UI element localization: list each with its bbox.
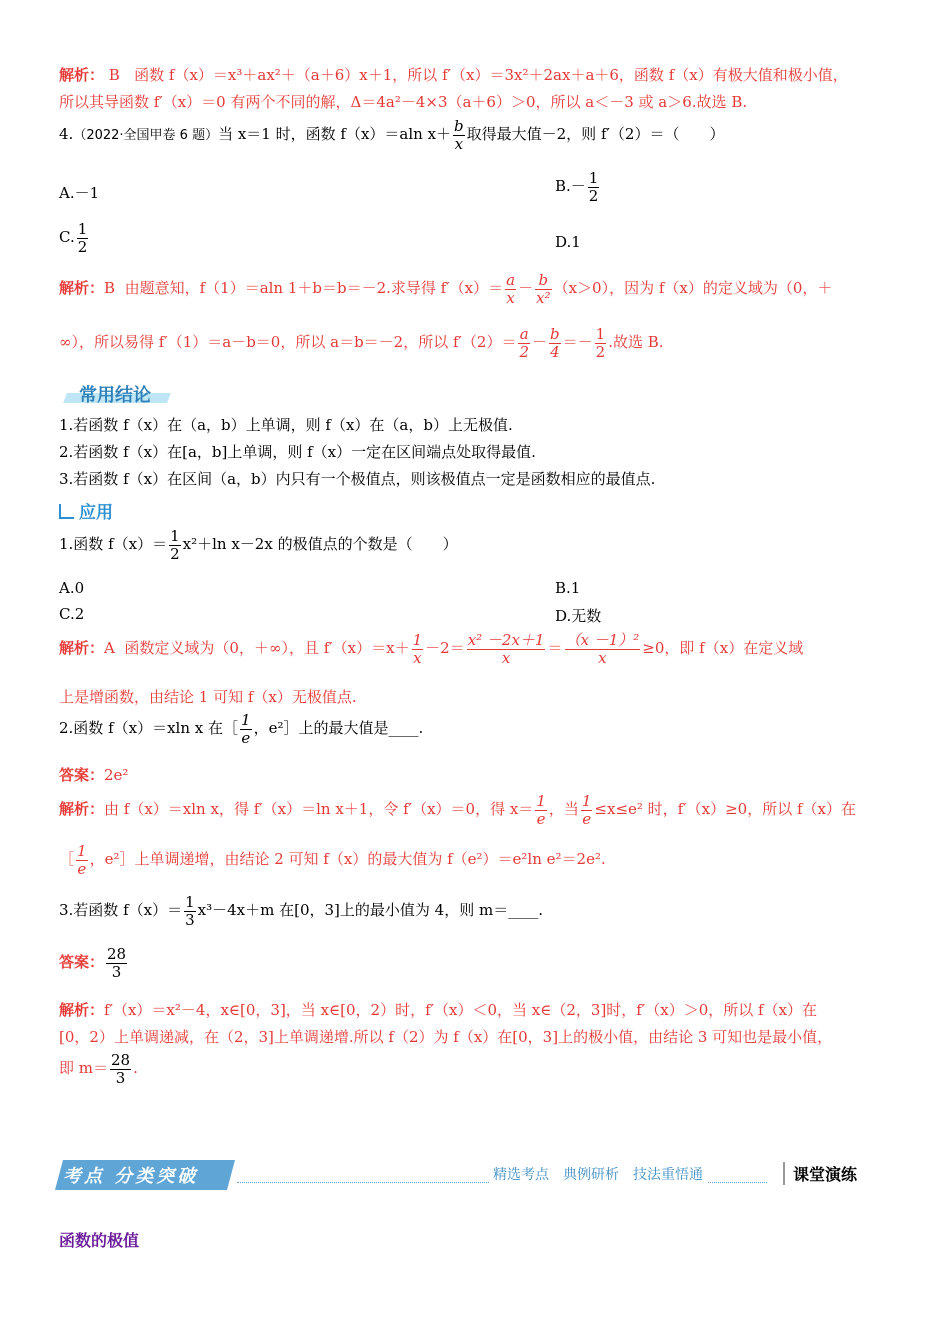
- answer-letter: B: [108, 66, 120, 84]
- apply-icon: [59, 504, 74, 519]
- answer-letter: A: [104, 639, 115, 657]
- option-d: D.无数: [555, 607, 602, 625]
- apply-question-2: 2.函数 f（x）＝xln x 在［ $\frac{1}{e}$ ，e²］上的最大值是____.: [59, 711, 424, 747]
- fraction: $\frac{b}{\text{x²}}$: [536, 271, 551, 307]
- solution-3-line2: 所以其导函数 f′（x）＝0 有两个不同的解，Δ＝4a²－4×3（a＋6）＞0，所以 a＜－3 或 a＞6.故选 B.: [59, 93, 748, 111]
- option-a: A.0: [59, 579, 85, 597]
- fraction: $\frac{1}{e}$: [241, 711, 251, 747]
- apply-solution-3-line2: [0，2）上单调递减，在（2，3]上单调递增.所以 f（2）为 f（x）在[0，3]上的极小值，由结论 3 可知也是最小值，: [59, 1028, 833, 1046]
- section-title: 函数的极值: [59, 1231, 140, 1250]
- solution-text: 函数 f（x）＝x³＋ax²＋（a＋6）x＋1，所以 f′（x）＝3x²＋2ax＋a＋6，函数 f（x）有极大值和极小值，: [134, 66, 848, 84]
- apply-solution-3-line3: 即 m＝ $\frac{28}{3}$ .: [59, 1051, 138, 1087]
- option-c: C. $\frac{1}{2}$: [59, 220, 88, 256]
- fraction: $\frac{1}{e}$: [581, 792, 592, 828]
- question-source: （2022·全国甲卷 6 题）: [73, 128, 219, 143]
- question-text: 当 x＝1 时，函数 f（x）＝aln x＋: [218, 125, 452, 143]
- question-4: [59, 118, 892, 152]
- solution-text: －: [532, 333, 548, 351]
- solution-text: ＝－: [562, 333, 593, 351]
- answer-label: 答案：: [59, 766, 105, 784]
- answer-letter: B: [104, 279, 116, 297]
- banner-logo-text: 考点 分类突破: [63, 1166, 199, 1187]
- answer-value: 2e²: [104, 766, 129, 784]
- fraction: $\frac{1}{x}$: [412, 631, 423, 667]
- banner-links: 精选考点 典例研析 技法重悟通: [489, 1164, 707, 1184]
- conclusion-item: 2.若函数 f（x）在[a，b]上单调，则 f（x）一定在区间端点处取得最值.: [59, 443, 536, 461]
- apply-solution-3: 解析：f′（x）＝x²－4，x∈[0，3]，当 x∈[0，2）时，f′（x）＜0，当 x∈（2，3]时，f′（x）＞0，所以 f（x）在: [59, 1001, 818, 1019]
- fraction: $\frac{\text{（x －1）²}}{x}$: [565, 631, 640, 667]
- conclusions-header: [59, 381, 167, 405]
- option-a: A.－1: [59, 184, 100, 202]
- apply-question-3: 3.若函数 f（x）＝ $\frac{1}{3}$ x³－4x＋m 在[0，3]上的最小值为 4，则 m＝____.: [59, 893, 543, 929]
- apply-answer-3: [59, 946, 892, 980]
- explain-label: 解析：: [59, 639, 105, 657]
- fraction: $\frac{a}{2}$: [519, 325, 530, 361]
- answer-label: 答案：: [59, 953, 105, 971]
- fraction: $\frac{1}{e}$: [536, 792, 546, 828]
- option-d: D.1: [555, 233, 581, 251]
- apply-solution-2-line2: ［ $\frac{1}{e}$ ，e²］上单调递增，由结论 2 可知 f（x）的最大值为 f（e²）＝e²ln e²＝2e².: [59, 842, 606, 878]
- fraction: $\frac{1}{2}$: [588, 169, 599, 205]
- fraction: $\frac{1}{e}$: [77, 842, 87, 878]
- conclusions-title: 常用结论: [79, 385, 151, 406]
- option-b: B.1: [555, 579, 581, 597]
- conclusion-item: 1.若函数 f（x）在（a，b）上单调，则 f（x）在（a，b）上无极值.: [59, 416, 513, 434]
- apply-header: [59, 498, 113, 523]
- explain-label: 解析：: [59, 800, 105, 818]
- solution-3: [59, 64, 892, 85]
- explain-label: 解析：: [59, 66, 105, 84]
- apply-solution-1-line2: 上是增函数，由结论 1 可知 f（x）无极值点.: [59, 688, 357, 706]
- fraction: $\frac{28}{3}$: [111, 1051, 131, 1087]
- fraction: $\frac{1}{3}$: [185, 893, 195, 929]
- option-b: B.－ $\frac{1}{2}$: [555, 169, 599, 205]
- fraction: $\frac{a}{x}$: [506, 271, 516, 307]
- solution-text: .故选 B.: [608, 333, 664, 351]
- fraction: $\frac{b}{4}$: [550, 325, 560, 361]
- question-number: 4.: [59, 125, 74, 143]
- fraction: $\frac{1}{2}$: [77, 220, 88, 256]
- conclusion-item: 3.若函数 f（x）在区间（a，b）内只有一个极值点，则该极值点一定是函数相应的最值点.: [59, 470, 656, 488]
- solution-text: （x＞0），因为 f（x）的定义域为（0，＋: [553, 279, 833, 297]
- solution-4: [59, 272, 892, 306]
- fraction: $\frac{1}{2}$: [170, 527, 180, 563]
- fraction: $\frac{b}{x}$: [454, 117, 464, 153]
- apply-title: 应用: [79, 503, 113, 523]
- option-c: C.2: [59, 605, 85, 623]
- solution-text: 由题意知，f（1）＝aln 1＋b＝b＝－2.求导得 f′（x）＝: [124, 279, 504, 297]
- solution-text: －: [518, 279, 534, 297]
- section-banner: [59, 1158, 857, 1192]
- fraction: $\frac{28}{3}$: [107, 945, 127, 981]
- explain-label: 解析：: [59, 279, 105, 297]
- fraction: $\frac{\text{x² －2x＋1}}{x}$: [467, 631, 545, 667]
- fraction: $\frac{1}{2}$: [595, 325, 606, 361]
- explain-label: 解析：: [59, 1001, 105, 1019]
- solution-4-line2: [59, 326, 892, 360]
- apply-solution-2: 解析：由 f（x）＝xln x，得 f′（x）＝ln x＋1，令 f′（x）＝0，得 x＝ $\frac{1}{e}$ ，当 $\frac{1}{e}$ ≤x≤e² 时，f′（x）≥0，所以 f（x）在: [59, 792, 856, 828]
- question-text: 取得最大值－2，则 f′（2）＝（ ）: [466, 125, 725, 143]
- apply-answer-2: [59, 764, 892, 785]
- solution-text: ∞），所以易得 f′（1）＝a－b＝0，所以 a＝b＝－2，所以 f′（2）＝: [59, 333, 517, 351]
- apply-question-1: 1.函数 f（x）＝ $\frac{1}{2}$ x²＋ln x－2x 的极值点的个数是（ ）: [59, 527, 458, 563]
- apply-solution-1: 解析：A 函数定义域为（0，＋∞），且 f′（x）＝x＋ $\frac{1}{x}$ －2＝ $\frac{\text{x² －2x＋1}}{x}$ ＝ $\frac{\text{（x －1）²}}{x}$ ≥0，即 f（x）在定义域: [59, 631, 804, 667]
- banner-right-label: 课堂演练: [783, 1162, 857, 1185]
